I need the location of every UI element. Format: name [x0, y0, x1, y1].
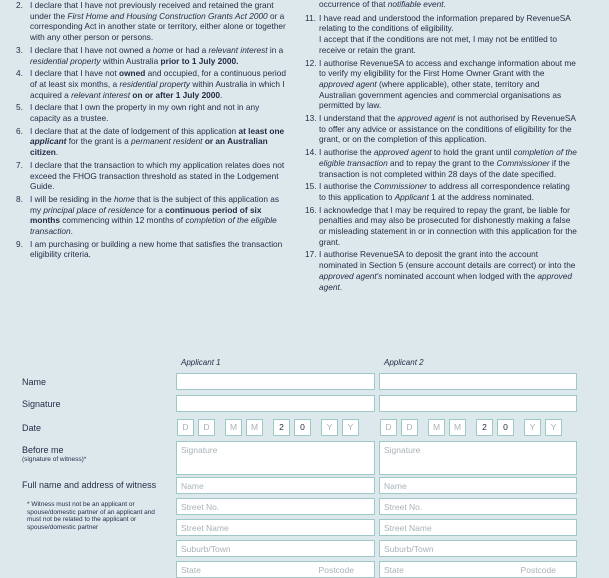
name-label: Name	[22, 377, 47, 387]
item-text: I have read and understood the information prepared by RevenueSA relating to the conditions of eligibility. I accept that if the conditions are not met, I may not be entitled to receive or retain the grant.	[319, 12, 571, 55]
witness-label: Full name and address of witness	[22, 480, 157, 490]
date-digit-box[interactable]: Y	[545, 419, 562, 436]
declaration-right-item	[305, 181, 577, 202]
date-digit-box[interactable]: Y	[524, 419, 541, 436]
placeholder: Name	[384, 481, 407, 491]
applicant1-header: Applicant 1	[181, 358, 221, 367]
declaration-right-item	[305, 13, 577, 56]
date-digit-box[interactable]: D	[380, 419, 397, 436]
declarations-left	[16, 0, 286, 262]
date-digit-box[interactable]: M	[246, 419, 263, 436]
placeholder: State	[384, 565, 404, 575]
placeholder: State	[181, 565, 201, 575]
date-digit-box[interactable]: 0	[294, 419, 311, 436]
date-digit-box[interactable]: 2	[273, 419, 290, 436]
item-number: 17.	[305, 249, 317, 260]
before-me-label: Before me	[22, 445, 64, 455]
item-number: 9.	[16, 238, 23, 249]
item-text: I acknowledge that I may be required to repay the grant, be liable for penalties and may also be prosecuted for dishonestly making a false or misleading statement in or in connection with this application for the grant.	[319, 204, 577, 247]
applicant2-street-name[interactable]	[379, 519, 577, 536]
placeholder: Street Name	[181, 523, 229, 533]
applicant2-name-field[interactable]	[379, 373, 577, 390]
witness-note: * Witness must not be an applicant or spouse/domestic partner of an applicant and must not be related to the applicant or spouse/domestic partner	[27, 501, 155, 531]
item-text: I declare that I own the property in my own right and not in any capacity as a trustee.	[30, 102, 260, 124]
date-digit-box[interactable]: 2	[476, 419, 493, 436]
item-number: 4.	[16, 68, 23, 79]
item-text: I declare that the transaction to which my application relates does not exceed the FHOG transaction threshold as stated in the Lodgement Guide.	[30, 159, 285, 192]
date-digit-box[interactable]: Y	[321, 419, 338, 436]
item-number: 11.	[305, 12, 316, 23]
before-me-sublabel: (signature of witness)*	[22, 456, 87, 463]
declaration-left-item	[16, 68, 286, 100]
item-number: 6.	[16, 125, 23, 136]
declaration-left-item	[16, 160, 286, 192]
item-number: 15.	[305, 181, 317, 192]
date-digit-box[interactable]: D	[401, 419, 418, 436]
applicant1-witness-name[interactable]	[176, 477, 375, 494]
declarations-right	[305, 0, 577, 294]
applicant1-street-no[interactable]	[176, 498, 375, 515]
placeholder: Street No.	[181, 502, 220, 512]
placeholder: Signature	[384, 445, 421, 455]
item-number: 3.	[16, 44, 23, 55]
date-digit-box[interactable]: M	[449, 419, 466, 436]
applicant2-header: Applicant 2	[384, 358, 424, 367]
placeholder: Postcode	[520, 565, 556, 575]
declaration-right-item	[305, 0, 577, 10]
declaration-right-item	[305, 249, 577, 292]
item-text: I will be residing in the home that is the subject of this application as my principal place of residence for a continuous period of six months commencing within 12 months of completion of the eligible transaction.	[30, 193, 280, 237]
date-digit-box[interactable]: M	[428, 419, 445, 436]
declaration-left-item	[16, 45, 286, 66]
applicant2-state-postcode[interactable]	[379, 561, 577, 578]
declaration-right-item	[305, 205, 577, 248]
applicant2-witness-signature[interactable]	[379, 441, 577, 475]
signature-label: Signature	[22, 399, 61, 409]
date-digit-box[interactable]: M	[225, 419, 242, 436]
date-digit-box[interactable]: 0	[497, 419, 514, 436]
item-text: I am purchasing or building a new home that satisfies the transaction eligibility criteria.	[30, 238, 283, 260]
placeholder: Suburb/Town	[181, 544, 231, 554]
item-number: 13.	[305, 113, 317, 124]
applicant2-signature-field[interactable]	[379, 395, 577, 412]
item-number: 12.	[305, 57, 317, 68]
placeholder: Suburb/Town	[384, 544, 434, 554]
declaration-right-item	[305, 58, 577, 112]
applicant1-state-postcode[interactable]	[176, 561, 375, 578]
item-text: occurrence of that notifiable event.	[319, 0, 446, 9]
applicant1-suburb[interactable]	[176, 540, 375, 557]
declaration-left-item	[16, 239, 286, 260]
applicant1-street-name[interactable]	[176, 519, 375, 536]
item-text: I authorise RevenueSA to access and exchange information about me to verify my eligibility for the First Home Owner Grant with the approved agent (where applicable), other state, territory and Australian government agencies and commercial organisations as permitted by law.	[319, 57, 576, 111]
item-text: I authorise RevenueSA to deposit the grant into the account nominated in Section 5 (ensure account details are correct) or into the approved agent's nominated account when lodged with the approved agent.	[319, 249, 576, 292]
date-digit-box[interactable]: D	[198, 419, 215, 436]
declaration-left-item	[16, 0, 286, 43]
item-text: I authorise the approved agent to hold the grant until completion of the eligible transaction and to repay the grant to the Commissioner if the transaction is not completed within 28 days of the date specified.	[319, 147, 577, 179]
item-text: I understand that the approved agent is not authorised by RevenueSA to offer any advice or assistance on the conditions of eligibility for the grant, or on the completion of this application.	[319, 113, 576, 145]
item-number: 14.	[305, 147, 317, 158]
item-text: I declare that I have not owned a home or had a relevant interest in a residential property within Australia prior to 1 July 2000.	[30, 44, 284, 66]
item-number	[305, 0, 319, 10]
applicant1-witness-signature[interactable]	[176, 441, 375, 475]
date-label: Date	[22, 423, 42, 433]
declaration-left-item	[16, 194, 286, 237]
declaration-right-item	[305, 113, 577, 145]
placeholder: Street No.	[384, 502, 423, 512]
applicant1-signature-field[interactable]	[176, 395, 375, 412]
applicant2-witness-name[interactable]	[379, 477, 577, 494]
item-text: I declare that at the date of lodgement of this application at least one applicant for the grant is a permanent resident or an Australian citizen.	[30, 125, 285, 158]
item-number: 16.	[305, 204, 317, 215]
date-digit-box[interactable]: Y	[342, 419, 359, 436]
placeholder: Name	[181, 481, 204, 491]
item-number: 5.	[16, 102, 23, 113]
applicant2-street-no[interactable]	[379, 498, 577, 515]
applicant2-suburb[interactable]	[379, 540, 577, 557]
date-digit-box[interactable]: D	[177, 419, 194, 436]
declaration-left-item	[16, 102, 286, 123]
declaration-left-item	[16, 126, 286, 158]
placeholder: Street Name	[384, 523, 432, 533]
item-text: I declare that I have not previously received and retained the grant under the First Home and Housing Construction Grants Act 2000 or a corresponding Act in another state or territory, either alone or together with any other person or persons.	[30, 0, 286, 43]
placeholder: Signature	[181, 445, 218, 455]
item-number: 7.	[16, 159, 23, 170]
placeholder: Postcode	[318, 565, 354, 575]
declaration-right-item	[305, 147, 577, 179]
item-number: 8.	[16, 193, 23, 204]
item-number: 2.	[16, 0, 23, 10]
item-text: I declare that I have not owned and occupied, for a continuous period of at least six months, a residential property within Australia in which I acquired a relevant interest on or after 1 July 2000.	[30, 68, 286, 100]
item-text: I authorise the Commissioner to address all correspondence relating to this application to Applicant 1 at the address nominated.	[319, 181, 570, 202]
applicant1-name-field[interactable]	[176, 373, 375, 390]
